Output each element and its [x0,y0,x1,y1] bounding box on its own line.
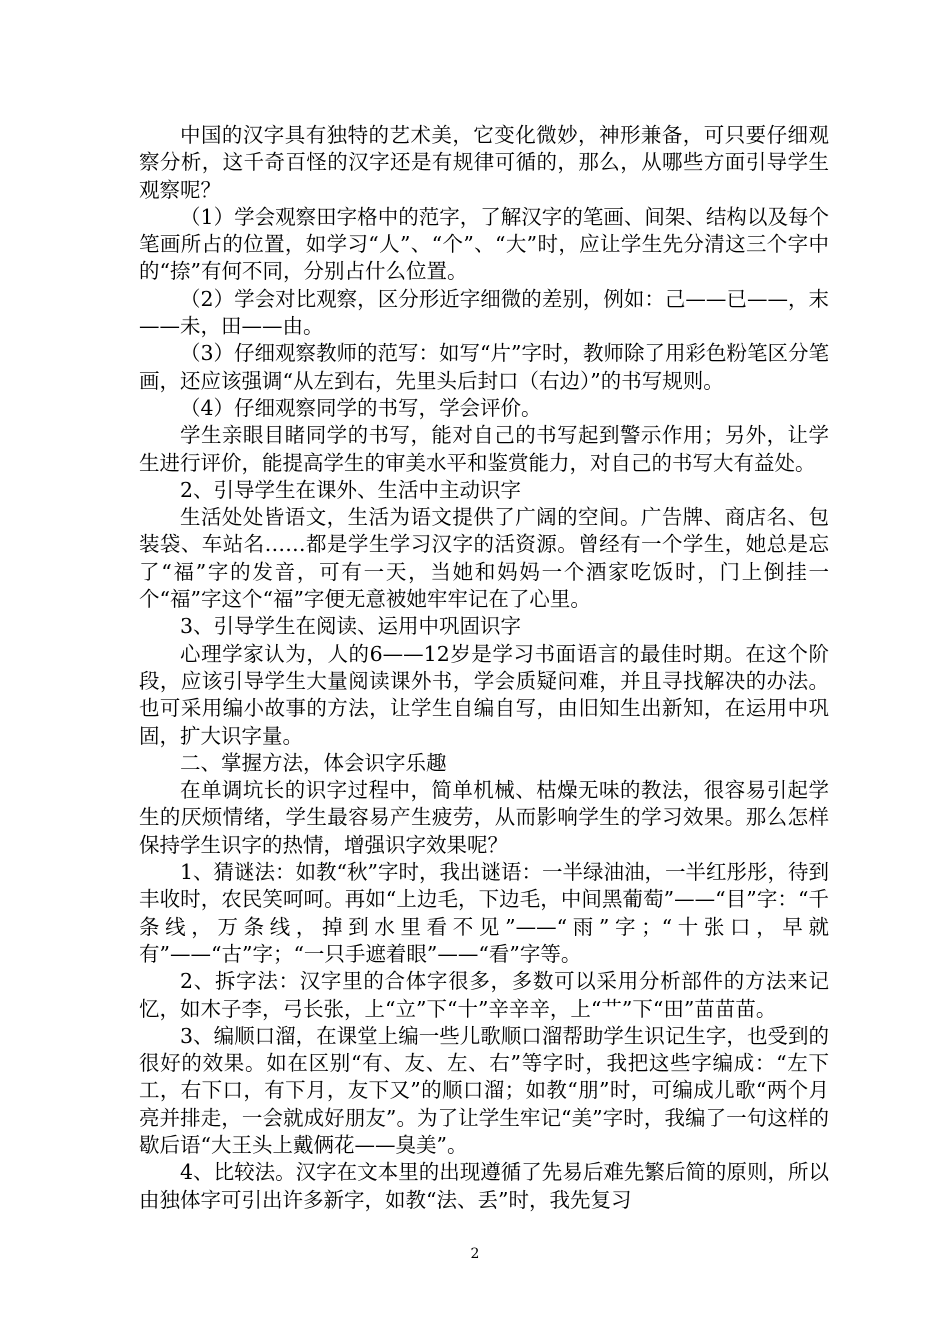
section-heading-3: 3、引导学生在阅读、运用中巩固识字 [180,614,522,639]
paragraph-item-1: （1）学会观察田字格中的范字，了解汉字的笔画、间架、结构以及每个笔画所占的位置，如学习“人”、“个”、“大”时，应让学生先分清这三个字中的“捺”有何不同，分别占什么位置。 [139,204,829,284]
paragraph-item-2: （2）学会对比观察，区分形近字细微的差别，例如：己——已——，末——未，田——由。 [139,286,829,339]
paragraph-methods-intro: 在单调坑长的识字过程中，简单机械、枯燥无味的教法，很容易引起学生的厌烦情绪，学生最容易产生疲劳，从而影响学生的学习效果。那么怎样保持学生识字的热情，增强识字效果呢？ [139,778,829,857]
paragraph-compare-method: 4、比较法。汉字在文本里的出现遵循了先易后难先繁后简的原则，所以由独体字可引出许多新字，如教“法、丢”时，我先复习 [139,1160,829,1212]
paragraph-riddle-method: 1、猜谜法：如教“秋”字时，我出谜语：一半绿油油，一半红彤彤，待到丰收时，农民笑呵呵。再如“上边毛，下边毛，中间黑葡萄”——“目”字：“千条线，万条线，掉到水里看不见”——“雨”字；“十张口，早就有”——“古”字；“一只手遮着眼”——“看”字等。 [139,860,830,966]
paragraph-rhyme-method: 3、编顺口溜，在课堂上编一些儿歌顺口溜帮助学生识记生字，也受到的很好的效果。如在区别“有、友、左、右”等字时，我把这些字编成：“左下工，右下口，有下月，友下又”的顺口溜；如教“朋”时，可编成儿歌“两个月亮并排走，一会就成好朋友”。为了让学生牢记“美”字时，我编了一句这样的歇后语“大王头上戴俩花——臭美”。 [139,1023,829,1157]
paragraph-split-method: 2、拆字法：汉字里的合体字很多，多数可以采用分析部件的方法来记忆，如木子李，弓长张，上“立”下“十”辛辛辛，上“艹”下“田”苗苗苗。 [139,969,829,1021]
paragraph-life-literacy: 生活处处皆语文，生活为语文提供了广阔的空间。广告牌、商店名、包装袋、车站名……都是学生学习汉字的活资源。曾经有一个学生，她总是忘了“福”字的发音，可有一天，当她和妈妈一个酒家吃饭时，门上倒挂一个“福”字这个“福”字便无意被她牢牢记在了心里。 [139,505,829,612]
paragraph-reading: 心理学家认为，人的6——12岁是学习书面语言的最佳时期。在这个阶段，应该引导学生大量阅读课外书，学会质疑问难，并且寻找解决的办法。也可采用编小故事的方法，让学生自编自写，由旧知生出新知，在运用中巩固，扩大识字量。 [139,641,829,748]
page-number: 2 [470,1246,480,1262]
section-heading-part-2: 二、掌握方法，体会识字乐趣 [180,750,447,775]
section-heading-2: 2、引导学生在课外、生活中主动识字 [180,477,522,502]
paragraph-item-4: （4）仔细观察同学的书写，学会评价。 [180,395,542,420]
paragraph-intro: 中国的汉字具有独特的艺术美，它变化微妙，神形兼备，可只要仔细观察分析，这千奇百怪的汉字还是有规律可循的，那么，从哪些方面引导学生观察呢？ [139,123,829,202]
paragraph-peer-review: 学生亲眼目睹同学的书写，能对自己的书写起到警示作用；另外，让学生进行评价，能提高学生的审美水平和鉴赏能力，对自己的书写大有益处。 [139,423,829,475]
paragraph-item-3: （3）仔细观察教师的范写：如写“片”字时，教师除了用彩色粉笔区分笔画，还应该强调“从左到右，先里头后封口（右边）”的书写规则。 [139,341,830,393]
document-body [139,122,829,1214]
